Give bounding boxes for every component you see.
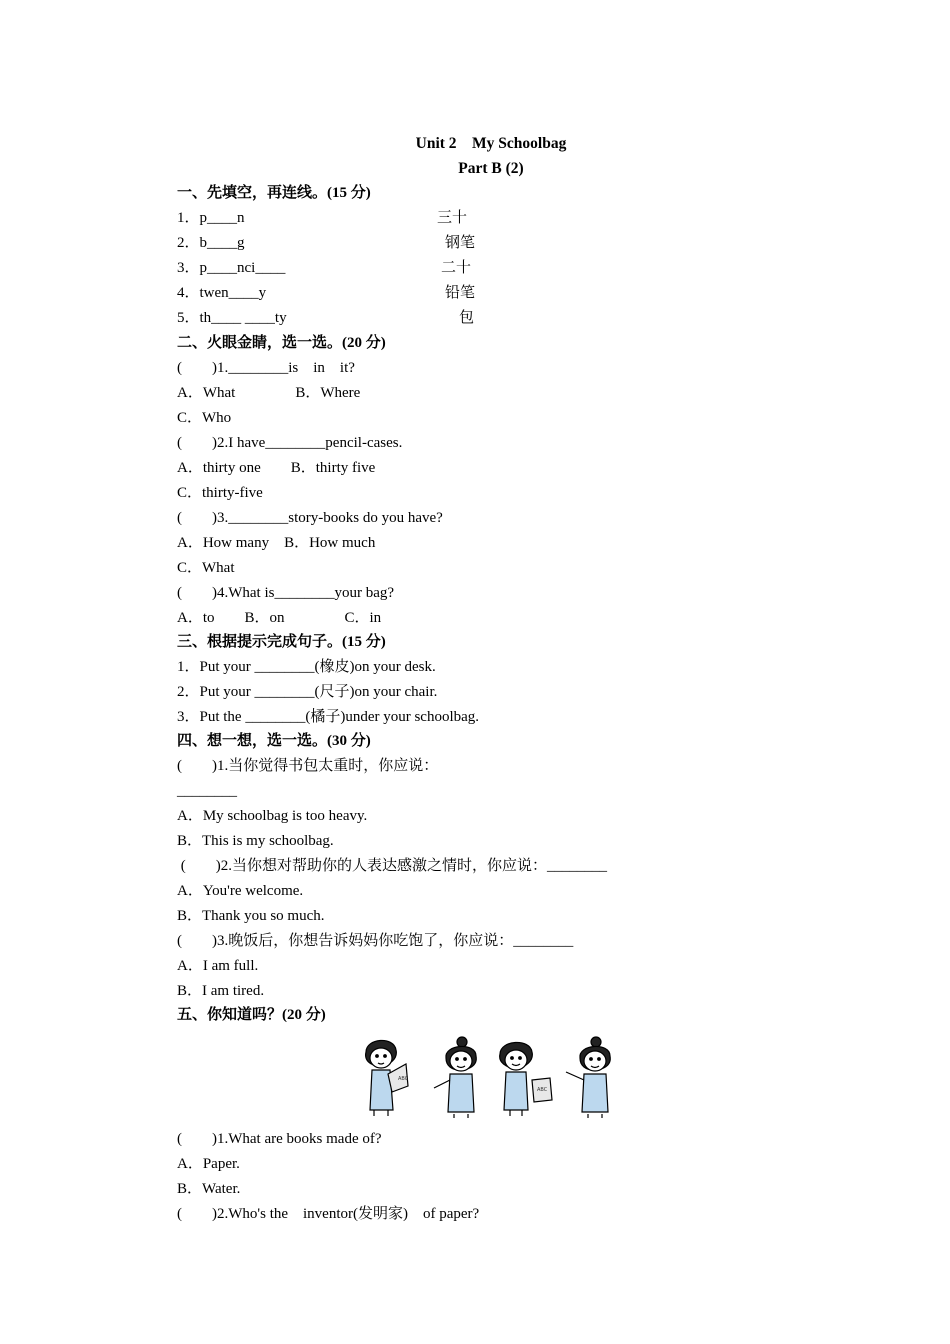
fill-item: 4．twen____y <box>177 285 267 301</box>
fill-item: 3．p____nci____ <box>177 260 286 276</box>
question-line: ( )3.________story-books do you have? <box>177 510 443 526</box>
option-line: A．Paper. <box>177 1156 240 1172</box>
option-line: B．Thank you so much. <box>177 908 325 924</box>
child-figure <box>500 1042 552 1116</box>
fill-item: 1．p____n <box>177 210 245 226</box>
option-line: C．What <box>177 560 235 576</box>
option-line: B．I am tired. <box>177 983 265 999</box>
sentence-line: 3．Put the ________(橘子)under your schoolbag. <box>177 709 480 725</box>
svg-text:ABC: ABC <box>398 1076 409 1082</box>
option-line: C．thirty-five <box>177 485 263 501</box>
section-4-heading: 四、想一想，选一选。(30 分) <box>177 733 371 749</box>
question-line: ( )1.________is in it? <box>177 360 355 376</box>
child-figure <box>566 1037 610 1118</box>
question-line: ( )2.Who's the inventor(发明家) of paper? <box>177 1206 480 1222</box>
question-line: ( )4.What is________your bag? <box>177 585 395 601</box>
section-2-heading: 二、火眼金睛，选一选。(20 分) <box>177 335 386 351</box>
page-subtitle: Part B (2) <box>458 160 524 177</box>
fill-item: 5．th____ ____ty <box>177 310 287 326</box>
option-line: B．This is my schoolbag. <box>177 833 334 849</box>
section-3-heading: 三、根据提示完成句子。(15 分) <box>177 634 386 650</box>
option-line: A．thirty one B．thirty five <box>177 460 376 476</box>
option-line: A．to B．on C．in <box>177 610 382 626</box>
match-word: 铅笔 <box>445 285 476 301</box>
svg-text:ABC: ABC <box>537 1087 548 1093</box>
question-line: ( )2.当你想对帮助你的人表达感激之情时，你应说：________ <box>177 858 607 874</box>
question-line: ( )3.晚饭后，你想告诉妈妈你吃饱了，你应说：________ <box>177 933 574 949</box>
children-reading-illustration <box>360 1036 622 1118</box>
child-figure <box>434 1037 476 1118</box>
fill-item: 2．b____g <box>177 235 245 251</box>
question-line: ( )1.What are books made of? <box>177 1131 382 1147</box>
option-line: C．Who <box>177 410 232 426</box>
question-line: ( )1.当你觉得书包太重时，你应说： <box>177 758 439 774</box>
option-line: A．My schoolbag is too heavy. <box>177 808 368 824</box>
match-word: 二十 <box>441 260 472 276</box>
sentence-line: 1．Put your ________(橡皮)on your desk. <box>177 659 436 675</box>
section-5-heading: 五、你知道吗？(20 分) <box>177 1007 326 1023</box>
match-word: 钢笔 <box>445 235 476 251</box>
answer-blank: ________ <box>177 783 237 799</box>
page-title: Unit 2 My Schoolbag <box>415 135 567 152</box>
match-word: 包 <box>459 310 475 326</box>
child-figure <box>366 1040 409 1116</box>
option-line: A．I am full. <box>177 958 259 974</box>
sentence-line: 2．Put your ________(尺子)on your chair. <box>177 684 438 700</box>
option-line: A．How many B．How much <box>177 535 376 551</box>
question-line: ( )2.I have________pencil-cases. <box>177 435 403 451</box>
option-line: A．What B．Where <box>177 385 361 401</box>
option-line: A．You're welcome. <box>177 883 304 899</box>
match-word: 三十 <box>437 210 468 226</box>
option-line: B．Water. <box>177 1181 241 1197</box>
section-1-heading: 一、先填空，再连线。(15 分) <box>177 185 371 201</box>
